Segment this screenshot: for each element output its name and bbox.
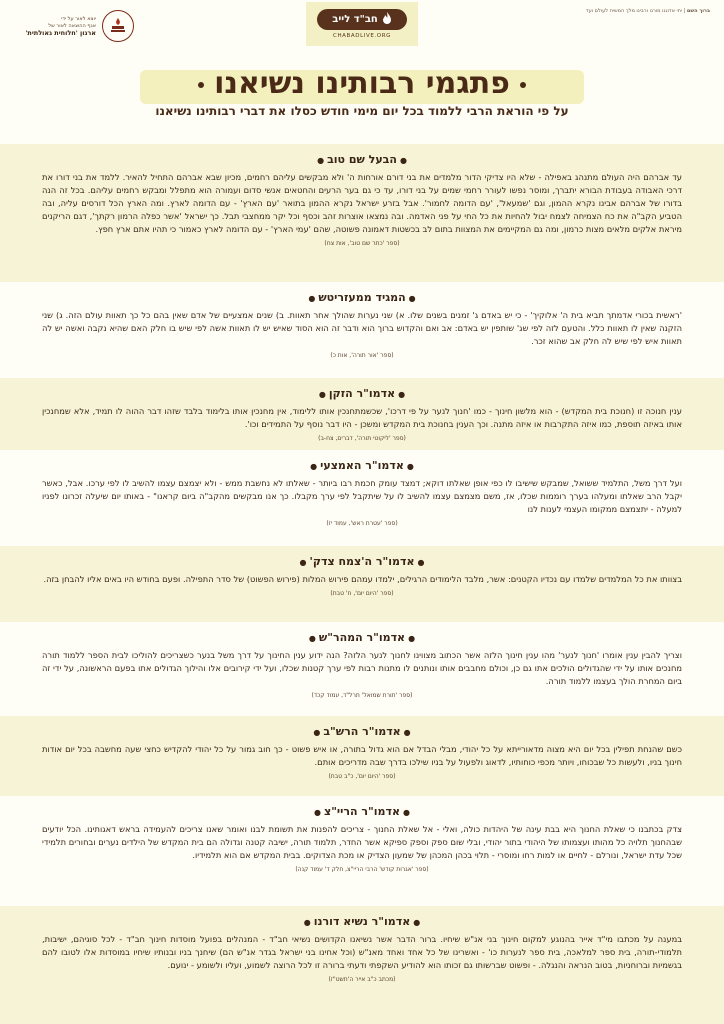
section-tzemach-tzedek xyxy=(0,546,724,622)
bullet-icon: ● xyxy=(310,462,318,471)
section-rayatz xyxy=(0,796,724,906)
page-title xyxy=(0,66,724,101)
page-title-text: פתגמי רבותינו נשיאנו xyxy=(214,66,510,101)
section-source: (ספר 'היום יום', ח' טבת) xyxy=(330,590,394,597)
section-text: במענה על מכתבו מי"ד אייר בהנוגע למקום חינוך בני אנ"ש שיחיו. ברור הדבר אשר נשיאנו הקדושים נשיאי חב"ד - המנהלים בפועל מוסדות חינוך חב"ד - לכל סוגיהם, ישיבות, תלמודי-תורה, בית ספר למלאכה, בית ספר לנערות כו' - ואשרינו של כל אחד ואחד מאנ"ש (וכל אחינו בני ישראל בגדר אנ"ש הם) שיחנך בניו ובנותיו שיחיו במוסדות אלו לטובו להם בגשמיות וברוחניות, בטוב הנראה והנגלה. - ופשוט שברשותו גם זכותו הוא להודיע השקפתי ודעתי ברורה זו לכל הרוצה לשמוע, ועליו ולשומע - ינועם. xyxy=(42,934,682,970)
section-text: ענין חנוכה זו (חנוכת בית המקדש) - הוא מלשון חינוך - כמו 'חנוך לנער על פי דרכו', שכשמתחנכין אותו ללימוד, אין מחנכין אותו בלימוד בלבד שזהו דבר ההוה לו תמיד, אלא שמחנכין אותו באיזה תוספת, כמו איזה התקרבות או איזה מתנה. וכך הענין בחנוכת בית המקדש ומשכן - היו דבר נוסף על התמידים וכו'. xyxy=(42,406,682,429)
section-rashab xyxy=(0,716,724,796)
section-title xyxy=(0,153,724,167)
flame-icon xyxy=(382,12,392,27)
section-maggid xyxy=(0,282,724,378)
section-source: (ספר 'היום יום', כ"ב טבת) xyxy=(328,773,396,780)
bullet-icon: ● xyxy=(398,390,406,399)
bullet-icon: ● xyxy=(314,808,322,817)
org-line-3: ארגון 'חלוחית גאולתית' xyxy=(25,28,96,37)
bullet-icon xyxy=(198,82,204,88)
bullet-icon: ● xyxy=(408,634,416,643)
section-title xyxy=(0,631,724,645)
section-rebbe xyxy=(0,906,724,1024)
section-title-text: אדמו"ר המהר"ש xyxy=(318,631,406,644)
bullet-icon: ● xyxy=(399,156,407,165)
section-source: (ספר 'אור תורה', אות כ) xyxy=(330,352,394,359)
title-block xyxy=(0,62,724,134)
section-title-text: הבעל שם טוב xyxy=(327,153,397,166)
org-line-1: יוצא לאור על ידי xyxy=(61,15,96,22)
section-source: (ספר 'ליקוטי תורה', דברים, צח-ב) xyxy=(318,435,406,442)
section-title-text: אדמו"ר נשיא דורנו xyxy=(313,915,411,928)
site-logo-domain: CHABADLIVE.ORG xyxy=(333,33,391,39)
section-title-text: המגיד ממעזריטש xyxy=(318,291,406,304)
section-title-text: אדמו"ר הרש"ב xyxy=(323,725,401,738)
site-logo[interactable] xyxy=(306,2,418,46)
section-title-text: אדמו"ר ה'צמח צדק' xyxy=(309,555,415,568)
section-text: ועל דרך משל, התלמיד ששואל, שמבקש שישיבו לו כפי אופן שאלתו דוקא; דמצד עומק חכמת רבו ביותר - שאלתו לא נחשבת ממש - ולא יצמצם עצמו להשיב לו לפי ערכו. אבל, כאשר יקבל הרב שאלתו ומעלהו בערך רוממות שכלו, אז, משם מצמצם עצמו להשיב לו על שיתקבל לפי ערך מקבלו. כך אנו מבקשים מהקב"ה ביום קראנו" - באותו יום שיעלה זכרונו לפניו למעלה - יתצמצם ממקומו העצמי לענות לנו xyxy=(42,478,682,514)
bullet-icon: ● xyxy=(402,808,410,817)
org-text xyxy=(25,16,96,37)
section-text: עד אברהם היה העולם מתנהג באפילה - שלא היו צדיקי הדור מלמדים את בני דורם אורחות ה' ולא מבקשים עליהם רחמים, מכיון שבא אברהם התחיל להאיר. ללמד את בני דורו את דרכי האבודה בעבודת הבורא יתברך, ומוסר נפשו לעורר רחמי שמים על בני דורו, עד כי גם בער הרעים והחטאים אנשי סדום ועמורה הוא מתפלל ומבקש רחמים עליהם. בכל זה הנה בדורו של אברהם אבינו נקרא ההמון, וגם 'שמעאל', 'עם הדומה לחמור'. אבל בזרע ישראל נקרא ההמון בתואר 'עם הארץ' - עם הדומה לארץ. ומה הארץ הכל דורסים עליה, ובה הטביע הקב"ה את כח הצמיחה לצמח יבול להחיות את כל החי על פני האדמה. ובה נמצאו אוצרות זהב וכסף וכל יקר ממחצבי תבל. כך ישראל 'אשר כפלה הרמון רקתך', דגם הריקנים מיראת אלקים מלאים מצות כרמון, ומה גם המקיימים את המצוות בתום לב בכשטות דאמונה פשוטה, שהם 'עמי הארץ' - עם הדומה לארץ כאמור כי תהיו אתם ארץ חפץ. xyxy=(42,172,682,234)
section-title-text: אדמו"ר הריי"צ xyxy=(324,805,400,818)
section-title xyxy=(0,555,724,569)
section-source: (ספר 'עטרת ראש', עמוד יז) xyxy=(326,520,398,527)
top-note-bold: ברוך השם xyxy=(686,8,710,14)
bullet-icon xyxy=(520,82,526,88)
bullet-icon: ● xyxy=(318,390,326,399)
bullet-icon: ● xyxy=(417,558,425,567)
org-line-2: אגף ההוצאה לאור של xyxy=(48,22,96,29)
section-text: צדק בכתבנו כי שאלת החנוך היא בבת עינה של היהדות כולה, ואלי - אל שאלת החנוך - צריכים להפנות את תשומת לבנו ואומר שאנו צריכים להעמידה בראש דאגותינו. הכל יודעים שבהחנוך תלויה כל מהותו ועצמותו של היהודי בתור יהודי, ובלי שום ספק וספק ספיקא אשר החדר, תלמוד תורה, ישיבה קטנה וגדולה הם בית המקדש של הילדים נערים ובחורים תלמידי שכל עדת ישראל, ונורלם - לחיים או למות רחו ומוסרי - תלוי בכהן המכהן של שמעון הצדיק או מכת הצדוקים. בבית המקדש אם הוא תלמידיו. xyxy=(42,824,682,860)
org-logo xyxy=(14,8,134,44)
section-title xyxy=(0,915,724,929)
top-note xyxy=(586,8,710,14)
bullet-icon: ● xyxy=(403,728,411,737)
section-text: וצריך להבין ענין אומרו 'חנוך לנער' מהו ענין חינוך הלזה אשר הכתוב מצווינו לחנוך לנער הלזה? הנה ידוע ענין החינוך על דרך משל בנער כשצריכים להוליכו לבית הספר ללמוד תורה מחנכים אותו על ידי שהגדולים הולכים אתו גם כן, וכולם מחבבים אותו ונותנים לו מתנות רבות לפי ערך קטנות שכלו, ועל ידי קירובים אלו והילוך הגדולים אתו בפעם הראשונה, על ידי זה ביום המחרת הולך בעצמו ללמוד תורה. xyxy=(42,650,682,686)
section-title-text: אדמו"ר האמצעי xyxy=(320,459,404,472)
bullet-icon: ● xyxy=(406,462,414,471)
section-text: כשם שהנחת תפילין בכל יום היא מצוה מדאורייתא על כל יהודי, מבלי הבדל אם הוא גדול בתורה, או איש פשוט - כך חוב גמור על כל יהודי להקדיש כחצי שעה מחשבה בכל יום אודות חינוך בניו, ולעשות כל שבכוחו, ויותר מכפי כוחותיו, לדאוג ולפעול על בניו שילכו בדרך שבה מדריכים אותם. xyxy=(42,744,682,767)
section-title xyxy=(0,725,724,739)
section-title xyxy=(0,459,724,473)
section-alter-rebbe xyxy=(0,378,724,450)
bullet-icon: ● xyxy=(413,918,421,927)
section-source: (מכתב כ"ב אייר ה'תשט"ז) xyxy=(328,976,396,983)
section-baal-shem-tov xyxy=(0,144,724,282)
top-note-text: | יחי אדוננו מורנו ורבינו מלך המשיח לעולם ועד xyxy=(585,8,686,14)
bullet-icon: ● xyxy=(299,558,307,567)
bullet-icon: ● xyxy=(408,294,416,303)
section-text: 'ראשית בכורי אדמתך תביא בית ה' אלוקיך' - כי יש באדם ג' זמנים בשנים שלו. א) שני נערות שהולך אחר תאוות. ב) שנים אמצעיים של אדם שאין בהם כל כך תאוות עולם הזה. ג) שני הזקנה שאין לו תאוות כלל. והטעם לזה לפי שג' שותפין יש באדם: אב ואם והקדוש ברוך הוא ודבר זה הוא הסוד שאיש יש לו תאוות אשה לפי שיש בו חלק האם שהיא נקבה ואשה יש לה תאוות איש לפי שיש לה חלק אב שהוא זכר. xyxy=(42,310,682,346)
section-source: (ספר 'אגרות קודש' הרבי הריי"צ, חלק ד' עמוד קנה) xyxy=(295,866,429,873)
section-maharash xyxy=(0,622,724,716)
section-title xyxy=(0,291,724,305)
bullet-icon: ● xyxy=(308,294,316,303)
bullet-icon: ● xyxy=(308,634,316,643)
top-bar xyxy=(0,0,724,48)
bullet-icon: ● xyxy=(303,918,311,927)
section-source: (ספר 'כתר שם טוב', אות צח) xyxy=(324,240,400,247)
site-logo-pill xyxy=(317,9,407,30)
section-title xyxy=(0,805,724,819)
bullet-icon: ● xyxy=(313,728,321,737)
section-title xyxy=(0,387,724,401)
site-logo-name: חב"ד לייב xyxy=(332,14,378,25)
page-subtitle: על פי הוראת הרבי ללמוד בכל יום מימי חודש כסלו את דברי רבותינו נשיאנו xyxy=(155,104,569,118)
section-title-text: אדמו"ר הזקן xyxy=(328,387,396,400)
section-mittler-rebbe xyxy=(0,450,724,546)
section-source: (ספר 'תורת שמואל' תרל"ד, עמוד קכד) xyxy=(311,692,413,699)
section-text: בצוותו את כל המלמדים שלמדו עם נכדיו הקטנים: אשר, מלבד הלימודים הרגילים, ילמדו עמהם פירוש המלות (פירוש הפשוט) של סדר התפילה. ופעם בחודש היו באים אליו להבחן בזה. xyxy=(43,574,682,584)
lamp-emblem-icon xyxy=(102,10,134,42)
bullet-icon: ● xyxy=(317,156,325,165)
